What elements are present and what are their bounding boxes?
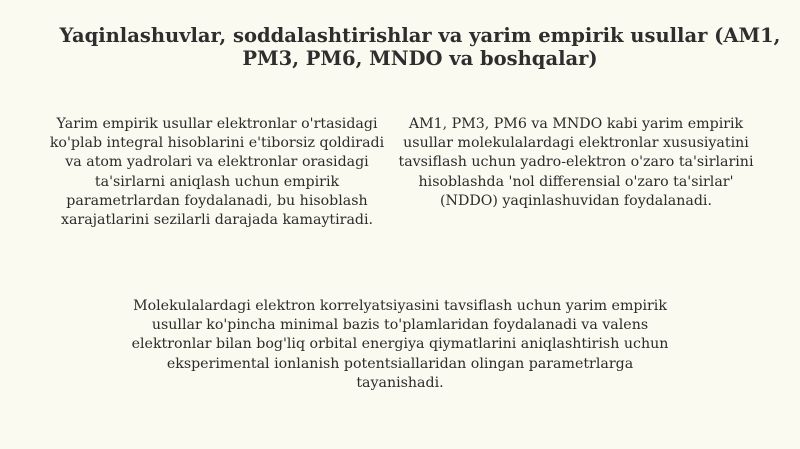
- paragraph-right: AM1, PM3, PM6 va MNDO kabi yarim empirik usullar molekulalardagi elektronlar xususiyatini tavsiflash uchun yadro-elektron o'zaro ta'sirlarini hisoblashda 'nol differensial o'zaro ta'sirlar' (NDDO) yaqinlashuvidan foydalanadi.: [398, 116, 754, 209]
- paragraph-left: Yarim empirik usullar elektronlar o'rtasidagi ko'plab integral hisoblarini e'tiborsiz qoldiradi va atom yadrolari va elektronlar orasidagi ta'sirlarni aniqlash uchun empirik parametrlardan foydalanadi, bu hisoblash xarajatlarini sezilarli darajada kamaytiradi.: [49, 116, 385, 229]
- slide-title: Yaqinlashuvlar, soddalashtirishlar va yarim empirik usullar (AM1, PM3, PM6, MNDO va boshqalar): [59, 24, 781, 70]
- paragraph-bottom: Molekulalardagi elektron korrelyatsiyasini tavsiflash uchun yarim empirik usullar ko'pincha minimal bazis to'plamlaridan foydalanadi va valens elektronlar bilan bog'liq orbital energiya qiymatlarini aniqlashtirish uchun eksperimental ionlanish potentsiallaridan olingan parametrlarga tayanishadi.: [131, 298, 669, 391]
